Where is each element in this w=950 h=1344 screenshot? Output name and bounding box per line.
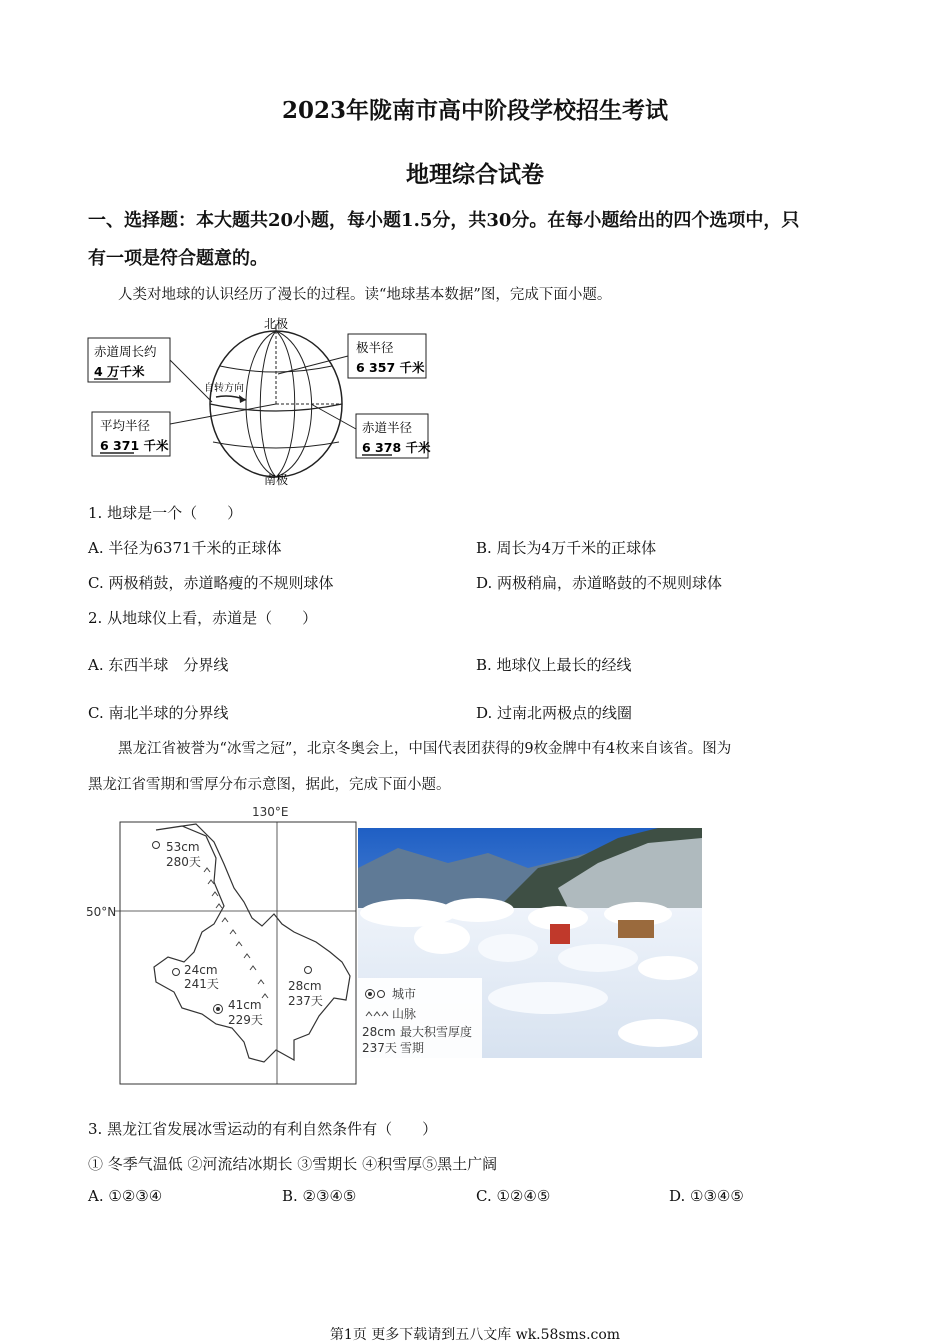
polar-radius-value: 6 357 千米 [356,360,425,375]
south-pole-label: 南极 [264,473,289,486]
intro-paragraph-2-line1: 黑龙江省被誉为“冰雪之冠”，北京冬奥会上，中国代表团获得的9枚金牌中有4枚来自该省。图为 [118,741,732,757]
equatorial-radius-value: 6 378 千米 [362,440,431,455]
city-3-snow-depth: 41cm [228,998,262,1012]
longitude-label: 130°E [252,805,289,819]
heilongjiang-map [84,802,359,1086]
city-1-snow-depth: 53cm [166,840,200,854]
intro-paragraph-1: 人类对地球的认识经历了漫长的过程。读“地球基本数据”图，完成下面小题。 [118,287,612,303]
snow-roof [442,898,514,922]
meridian-line [246,331,276,477]
leader-line [170,360,212,402]
map-frame [120,822,356,1084]
snow-mound [414,922,470,954]
city-marker [173,969,180,976]
rotation-label: 自转方向 [204,383,244,394]
question-2-option-b[interactable]: B. 地球仪上最长的经线 [476,656,632,674]
legend-snow-depth-sample: 28cm [362,1025,396,1039]
snow-mound [488,982,608,1014]
question-1-option-a[interactable]: A. 半径为6371千米的正球体 [88,539,282,557]
city-1-snow-days: 280天 [166,855,201,869]
question-1-option-b[interactable]: B. 周长为4万千米的正球体 [476,539,657,557]
legend-city-label: 城市 [392,987,417,1001]
legend-snow-days-sample: 237天 [362,1041,397,1055]
question-2-option-c[interactable]: C. 南北半球的分界线 [88,704,229,722]
section-header-line2: 有一项是符合题意的。 [88,248,268,269]
legend-snow-days-label: 雪期 [400,1041,425,1055]
capital-legend-dot [368,992,372,996]
question-1-option-d[interactable]: D. 两极稍扁，赤道略鼓的不规则球体 [476,574,723,592]
capital-marker-dot [216,1007,220,1011]
equator-circumference-value: 4 万千米 [94,364,145,379]
city-3-snow-days: 229天 [228,1013,263,1027]
question-2-option-a[interactable]: A. 东西半球 分界线 [88,656,229,674]
city-marker [305,967,312,974]
red-lantern [550,924,570,944]
city-legend-icon [378,991,385,998]
question-3-option-a[interactable]: A. ①②③④ [88,1187,163,1205]
city-2-snow-depth: 24cm [184,963,218,977]
question-3-option-c[interactable]: C. ①②④⑤ [476,1187,551,1205]
exam-title: 2023年陇南市高中阶段学校招生考试 [281,97,668,124]
average-radius-label: 平均半径 [100,418,151,433]
intro-paragraph-2 [88,734,878,764]
equatorial-radius-label: 赤道半径 [362,420,413,435]
city-marker [153,842,160,849]
snow-mound [638,956,698,980]
leader-line [311,404,356,429]
wooden-house [618,920,654,938]
intro-paragraph-2-line2: 黑龙江省雪期和雪厚分布示意图，据此，完成下面小题。 [88,777,451,793]
section-header-line1: 一、选择题：本大题共20小题，每小题1.5分，共30分。在每小题给出的四个选项中，只 [88,210,800,231]
leader-line [278,356,348,374]
equator-circumference-label: 赤道周长约 [94,344,157,359]
snow-village-photo [358,828,702,1058]
parallel-line [213,442,339,448]
question-1-option-c[interactable]: C. 两极稍鼓，赤道略瘦的不规则球体 [88,574,334,592]
paper-subtitle: 地理综合试卷 [406,161,544,188]
legend-mountain-label: 山脉 [392,1007,417,1021]
snow-mound [478,934,538,962]
question-3-stem: 3. 黑龙江省发展冰雪运动的有利自然条件有（ ） [88,1120,438,1138]
question-3-option-b[interactable]: B. ②③④⑤ [282,1187,357,1205]
average-radius-value: 6 371 千米 [100,438,169,453]
earth-data-figure [86,314,436,486]
city-4-snow-days: 237天 [288,994,323,1008]
question-3-items: ① 冬季气温低 ②河流结冰期长 ③雪期长 ④积雪厚⑤黑土广阔 [88,1155,498,1173]
question-3-option-d[interactable]: D. ①③④⑤ [669,1187,744,1205]
snow-mound [558,944,638,972]
snow-mound [618,1019,698,1047]
legend-snow-depth-label: 最大积雪厚度 [400,1025,473,1039]
section-header [88,202,868,278]
page-footer: 第1页 更多下载请到五八文库 wk.58sms.com [329,1327,621,1343]
city-2-snow-days: 241天 [184,977,219,991]
question-1-stem: 1. 地球是一个（ ） [88,504,243,522]
polar-radius-label: 极半径 [356,340,394,355]
north-pole-label: 北极 [264,317,289,331]
question-2-stem: 2. 从地球仪上看，赤道是（ ） [88,609,318,627]
latitude-label: 50°N [86,905,117,919]
city-4-snow-depth: 28cm [288,979,322,993]
question-2-option-d[interactable]: D. 过南北两极点的线圈 [476,704,633,722]
